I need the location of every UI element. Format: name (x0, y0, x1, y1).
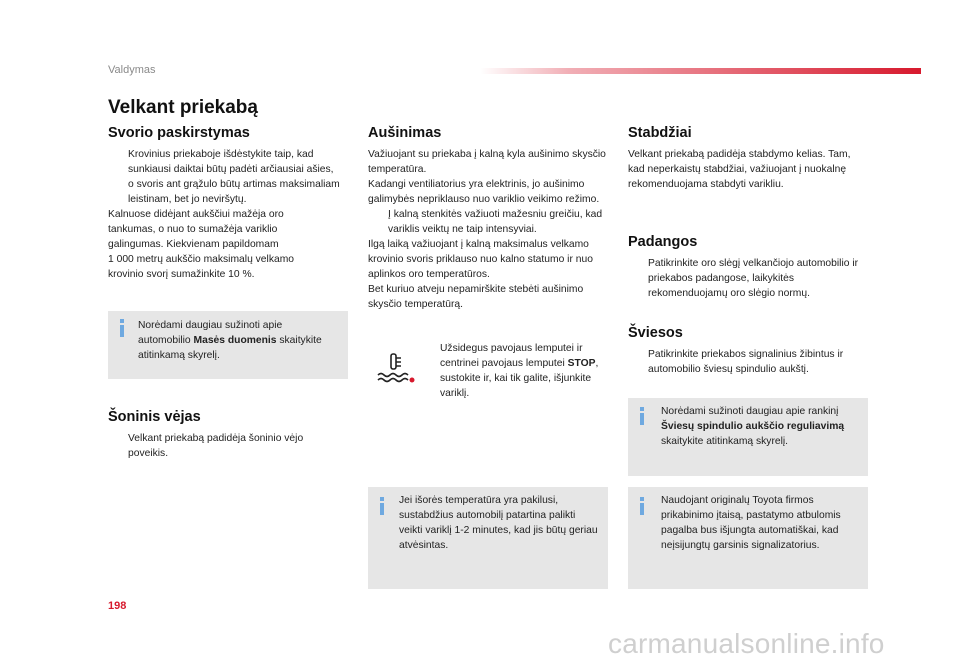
tyres-bullet-text: Patikrinkite oro slėgį velkančiojo automobilio ir priekabos padangose, laikykitės rekomenduojamų oro slėgio normų. (648, 258, 859, 299)
info-icon (380, 497, 384, 515)
cooling-warning-text (420, 341, 600, 401)
page-title: Velkant priekabą (108, 97, 258, 118)
cooling-warning-pre: Užsidegus pavojaus lemputei ir centrinei pavojaus lemputei (440, 343, 583, 369)
lights-info-bold: Šviesų spindulio aukščio reguliavimą (661, 421, 845, 432)
lights-info-post: skaitykite atitinkamą skyrelį. (661, 436, 789, 447)
towbar-info-text: Naudojant originalų Toyota firmos prikabinimo įtaisą, pastatymo atbulomis pagalba bus išjungta automatiškai, kad neįsijungtų garsinis signalizatorius. (661, 495, 841, 551)
cooling-para4: Bet kuriuo atveju nepamirškite stebėti aušinimo skysčio temperatūrą. (368, 284, 584, 310)
towbar-info-box (628, 487, 868, 589)
weight-para-line: galingumas. Kiekvienam papildomam (108, 239, 279, 250)
tyres-text (628, 256, 868, 301)
weight-para-line: 1 000 metrų aukščio maksimalų velkamo (108, 254, 294, 265)
cooling-info-box (368, 487, 608, 589)
brakes-heading: Stabdžiai (628, 125, 692, 141)
cooling-warning-bold: STOP (567, 358, 596, 369)
weight-distribution-heading: Svorio paskirstymas (108, 125, 250, 141)
weight-para-line: krovinio svorį sumažinkite 10 %. (108, 269, 255, 280)
brakes-text: Velkant priekabą padidėja stabdymo kelias. Tam, kad neperkaistų stabdžiai, važiuojant į nuokalnę rekomenduojama stabdyti varikliu. (628, 149, 851, 190)
weight-bullet (108, 147, 340, 207)
lights-info-box (628, 398, 868, 476)
lights-text (628, 347, 868, 377)
cooling-bullet-text: Į kalną stenkitės važiuoti mažesniu greičiu, kad variklis veiktų ne taip intensyviai. (388, 209, 603, 235)
weight-info-pre: Norėdami daugiau sužinoti apie automobilio (138, 320, 283, 346)
lights-heading: Šviesos (628, 325, 683, 341)
info-icon (120, 319, 124, 337)
cooling-para1: Važiuojant su priekaba į kalną kyla aušinimo skysčio temperatūra. (368, 149, 606, 175)
cooling-text (368, 147, 608, 312)
tyres-bullet (628, 256, 868, 301)
weight-para-line: tankumas, o nuo to sumažėja variklio (108, 224, 278, 235)
watermark: carmanualsonline.info (608, 628, 885, 659)
weight-para-line: Kalnuose didėjant aukščiui mažėja oro (108, 209, 284, 220)
tyres-heading: Padangos (628, 234, 698, 250)
cooling-para2: Kadangi ventiliatorius yra elektrinis, jo aušinimo galimybės nepriklauso nuo variklio veikimo režimo. (368, 179, 600, 205)
lights-bullet (628, 347, 868, 377)
cooling-info-text: Jei išorės temperatūra yra pakilusi, sustabdžius automobilį patartina palikti veikti variklį 1-2 minutes, kad jis būtų geriau atvėsintas. (399, 495, 598, 551)
crosswind-bullet (108, 431, 340, 461)
info-icon (640, 407, 644, 425)
cooling-heading: Aušinimas (368, 125, 442, 141)
header-accent-bar (480, 68, 921, 74)
weight-bullet-text: Krovinius priekaboje išdėstykite taip, kad sunkiausi daiktai būtų padėti arčiausiai ašies, o svoris ant grąžulo būtų artimas maksimaliam leistinam, bet jo neviršytų. (128, 149, 340, 205)
cooling-warning (368, 339, 608, 409)
cooling-bullet (368, 207, 608, 237)
crosswind-bullet-text: Velkant priekabą padidėja šoninio vėjo poveikis. (128, 433, 304, 459)
weight-info-bold: Masės duomenis (193, 335, 277, 346)
lights-bullet-text: Patikrinkite priekabos signalinius žibintus ir automobilio šviesų spindulio aukštį. (648, 349, 844, 375)
cooling-para3: Ilgą laiką važiuojant į kalną maksimalus velkamo krovinio svoris priklauso nuo kalno statumo ir nuo aplinkos oro temperatūros. (368, 239, 593, 280)
crosswind-text (108, 431, 340, 461)
weight-info-box (108, 311, 348, 379)
cooling-warning-post: , sustokite ir, kai tik galite, išjunkite variklį. (440, 358, 599, 399)
crosswind-heading: Šoninis vėjas (108, 409, 201, 425)
lights-info-text (661, 404, 856, 449)
weight-info-post: skaitykite atitinkamą skyrelį. (138, 335, 322, 361)
lights-info-pre: Norėdami sužinoti daugiau apie rankinį (661, 406, 839, 417)
cooling-warning-bullet (420, 341, 600, 401)
info-icon (640, 497, 644, 515)
section-label: Valdymas (108, 64, 156, 76)
weight-distribution-text (108, 147, 340, 282)
page-number: 198 (108, 600, 127, 612)
coolant-temperature-icon (376, 353, 416, 383)
weight-info-text (138, 318, 328, 363)
